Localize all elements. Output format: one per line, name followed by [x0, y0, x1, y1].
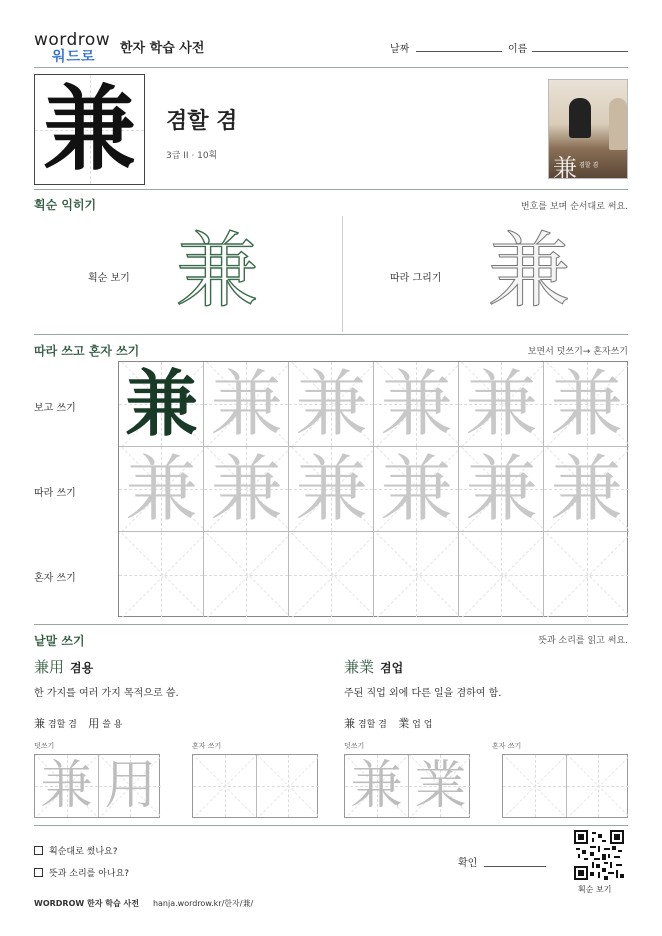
practice-cell[interactable] — [204, 362, 289, 447]
trace-character: 兼 — [550, 447, 623, 531]
vocab-word-2-definition: 주된 직업 외에 다른 일을 겸하여 함. — [344, 688, 502, 699]
vocab-word-1-alone-label: 혼자 쓰기 — [192, 742, 222, 750]
practice-cell[interactable] — [204, 447, 289, 532]
trace-character: 兼 — [465, 447, 538, 531]
trace-character: 兼 — [380, 447, 453, 531]
character-info: 3급 II · 10획 — [166, 151, 218, 161]
name-label: 이름 — [508, 44, 528, 55]
row-label-alone: 혼자 쓰기 — [34, 573, 76, 584]
vocab-word-2 — [344, 656, 403, 677]
illustration-caption: 겸할 겸 — [579, 162, 599, 169]
practice-cell[interactable] — [204, 532, 289, 617]
logo-text-en: wordrow — [34, 30, 111, 50]
illustration-image — [548, 79, 628, 179]
practice-cell[interactable] — [119, 532, 204, 617]
character-meaning: 겸할 겸 — [166, 109, 238, 134]
practice-section-title: 따라 쓰고 혼자 쓰기 — [34, 344, 140, 358]
vocab-word-1-trace-box[interactable]: 兼 用 — [34, 754, 160, 818]
practice-cell[interactable] — [544, 532, 629, 617]
vocab-word-1-alone-box[interactable] — [192, 754, 318, 818]
vocab-word-2-parts: 兼 겸할 겸 業 업 업 — [344, 717, 433, 730]
model-character: 兼 — [125, 362, 198, 446]
stroke-trace-label: 따라 그리기 — [390, 273, 442, 284]
vocab-word-2-hanja: 兼業 — [344, 658, 375, 676]
vocab-word-2-trace-label: 덧쓰기 — [344, 742, 365, 750]
practice-cell[interactable] — [459, 362, 544, 447]
trace-character: 兼 — [210, 447, 283, 531]
footer-url[interactable]: hanja.wordrow.kr/한자/兼/ — [152, 899, 254, 908]
practice-cell[interactable] — [544, 362, 629, 447]
main-character-box — [34, 74, 145, 185]
checklist-stroke-order[interactable]: 획순대로 썼나요? — [34, 844, 118, 857]
footer-brand: WORDROW 한자 학습 사전 — [34, 899, 139, 908]
vocab-word-1-definition: 한 가지를 여러 가지 목적으로 씀. — [34, 688, 179, 699]
practice-cell[interactable] — [374, 447, 459, 532]
wordrow-logo — [34, 30, 116, 66]
practice-cell[interactable] — [374, 362, 459, 447]
hero-divider — [34, 189, 628, 190]
footer — [34, 898, 253, 909]
checkbox-meaning[interactable] — [34, 868, 43, 877]
qr-label: 획순 보기 — [578, 885, 612, 894]
row-label-view: 보고 쓰기 — [34, 403, 76, 414]
practice-grid — [118, 361, 628, 617]
vocab-word-2-reading: 겸업 — [380, 661, 404, 675]
name-field[interactable] — [532, 51, 628, 52]
vocab-word-1-parts: 兼 겸할 겸 用 쓸 용 — [34, 717, 123, 730]
practice-section-note: 보면서 덧쓰기→ 혼자쓰기 — [527, 347, 628, 357]
row-label-trace: 따라 쓰기 — [34, 488, 76, 499]
main-character: 兼 — [43, 75, 136, 183]
header-divider — [34, 67, 628, 68]
trace-character: 兼 — [125, 447, 198, 531]
vocab-word-2-trace-box[interactable]: 兼 業 — [344, 754, 470, 818]
stroke-section-title: 획순 익히기 — [34, 198, 97, 212]
practice-cell[interactable] — [119, 447, 204, 532]
qr-code-icon — [574, 830, 624, 880]
practice-cell[interactable] — [289, 532, 374, 617]
practice-cell[interactable] — [289, 362, 374, 447]
confirm-label: 확인 — [458, 858, 478, 869]
practice-cell[interactable] — [459, 532, 544, 617]
vocab-section-title: 낱말 쓰기 — [34, 634, 85, 648]
vocab-word-1-trace-label: 덧쓰기 — [34, 742, 55, 750]
vocab-word-2-alone-box[interactable] — [502, 754, 628, 818]
vocab-word-1-reading: 겸용 — [70, 661, 94, 675]
practice-cell[interactable] — [544, 447, 629, 532]
practice-cell[interactable] — [289, 447, 374, 532]
trace-character: 兼 — [550, 362, 623, 446]
stroke-divider — [342, 216, 343, 332]
practice-cell[interactable] — [374, 532, 459, 617]
dictionary-title: 한자 학습 사전 — [120, 41, 205, 56]
stroke-trace-diagram[interactable]: 兼 — [487, 224, 570, 319]
practice-section-divider — [34, 624, 628, 625]
stroke-view-label: 획순 보기 — [88, 273, 130, 284]
vocab-word-2-alone-label: 혼자 쓰기 — [492, 742, 522, 750]
trace-character: 兼 — [295, 447, 368, 531]
date-field[interactable] — [416, 51, 502, 52]
stroke-order-diagram: 兼 — [175, 224, 258, 319]
stroke-section-divider — [34, 334, 628, 335]
trace-character: 兼 — [465, 362, 538, 446]
checklist-meaning[interactable]: 뜻과 소리를 아나요? — [34, 866, 129, 879]
checkbox-stroke-order[interactable] — [34, 846, 43, 855]
vocab-word-1 — [34, 656, 93, 677]
logo-text-ko: 워드로 — [52, 49, 96, 65]
trace-character: 兼 — [295, 362, 368, 446]
vocab-word-1-hanja: 兼用 — [34, 658, 65, 676]
qr-code[interactable] — [574, 830, 624, 880]
trace-character: 兼 — [380, 362, 453, 446]
vocab-section-divider — [34, 825, 628, 826]
stroke-section-note: 번호를 보며 순서대로 써요. — [520, 202, 628, 212]
vocab-section-note: 뜻과 소리를 읽고 써요. — [538, 636, 628, 646]
practice-cell[interactable] — [459, 447, 544, 532]
practice-cell[interactable] — [119, 362, 204, 447]
illustration-character: 兼 — [553, 154, 577, 179]
date-label: 날짜 — [390, 44, 410, 55]
confirm-signature-field[interactable] — [484, 866, 546, 867]
trace-character: 兼 — [210, 362, 283, 446]
